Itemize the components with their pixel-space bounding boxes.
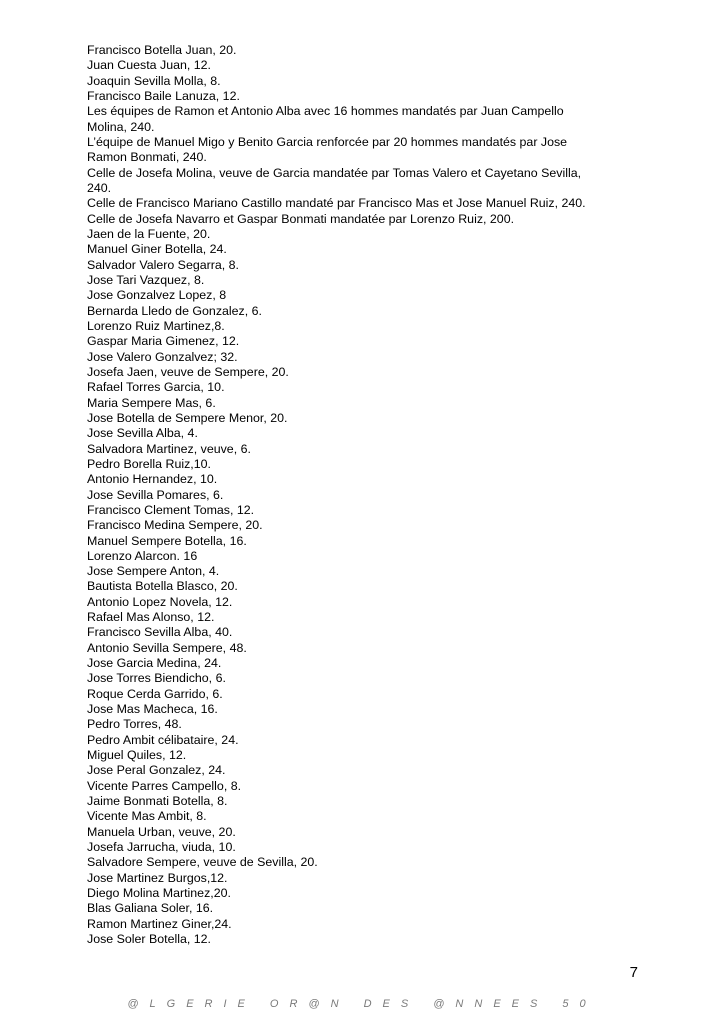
text-line: Roque Cerda Garrido, 6. xyxy=(87,686,223,701)
text-line: Celle de Josefa Navarro et Gaspar Bonmati mandatée par Lorenzo Ruiz, 200. xyxy=(87,211,515,226)
text-line: Jose Torres Biendicho, 6. xyxy=(87,671,226,686)
text-line: Jose Martinez Burgos,12. xyxy=(87,870,228,885)
document-body xyxy=(87,43,647,947)
text-line: Pedro Torres, 48. xyxy=(87,717,182,732)
text-line: Rafael Mas Alonso, 12. xyxy=(87,610,215,625)
text-line: Jose Valero Gonzalvez; 32. xyxy=(87,349,238,364)
text-line: Ramon Martinez Giner,24. xyxy=(87,916,232,931)
text-line: Lorenzo Alarcon. 16 xyxy=(87,548,198,563)
text-line: Celle de Francisco Mariano Castillo mandaté par Francisco Mas et Jose Manuel Ruiz, 240. xyxy=(87,196,586,211)
text-line: Jose Garcia Medina, 24. xyxy=(87,656,222,671)
page-footer: @LGERIE OR@N DES @NNEES 50 xyxy=(127,998,597,1010)
text-line: Jose Sevilla Alba, 4. xyxy=(87,426,198,441)
text-line: Joaquin Sevilla Molla, 8. xyxy=(87,73,221,88)
text-line: Ramon Bonmati, 240. xyxy=(87,150,207,165)
text-line: Pedro Ambit célibataire, 24. xyxy=(87,732,239,747)
text-line: Josefa Jarrucha, viuda, 10. xyxy=(87,840,236,855)
text-line: Pedro Borella Ruiz,10. xyxy=(87,456,211,471)
text-line: Francisco Botella Juan, 20. xyxy=(87,43,237,57)
text-line: Jose Sevilla Pomares, 6. xyxy=(87,487,224,502)
text-line: Salvadora Martinez, veuve, 6. xyxy=(87,441,251,456)
text-line: Gaspar Maria Gimenez, 12. xyxy=(87,334,240,349)
text-line: Blas Galiana Soler, 16. xyxy=(87,901,214,916)
text-line: Antonio Lopez Novela, 12. xyxy=(87,594,233,609)
text-line: Manuela Urban, veuve, 20. xyxy=(87,824,236,839)
text-line: Manuel Giner Botella, 24. xyxy=(87,242,227,257)
text-line: Jaen de la Fuente, 20. xyxy=(87,226,211,241)
text-line: Jose Sempere Anton, 4. xyxy=(87,564,220,579)
text-line: 240. xyxy=(87,180,112,195)
text-line: Francisco Clement Tomas, 12. xyxy=(87,502,255,517)
text-line: Celle de Josefa Molina, veuve de Garcia mandatée par Tomas Valero et Cayetano Sevilla, xyxy=(87,165,582,180)
text-line: Les équipes de Ramon et Antonio Alba avec 16 hommes mandatés par Juan Campello xyxy=(87,104,564,119)
text-line: Maria Sempere Mas, 6. xyxy=(87,395,216,410)
text-line: Jose Mas Macheca, 16. xyxy=(87,702,218,717)
text-line: Francisco Medina Sempere, 20. xyxy=(87,518,263,533)
text-line: Miguel Quiles, 12. xyxy=(87,748,187,763)
text-line: Vicente Parres Campello, 8. xyxy=(87,778,242,793)
text-line: Jose Tari Vazquez, 8. xyxy=(87,272,205,287)
text-line: Jose Botella de Sempere Menor, 20. xyxy=(87,410,288,425)
text-line: Diego Molina Martinez,20. xyxy=(87,886,231,901)
text-line: Vicente Mas Ambit, 8. xyxy=(87,809,207,824)
text-line: Jose Soler Botella, 12. xyxy=(87,932,211,947)
text-line: Juan Cuesta Juan, 12. xyxy=(87,58,211,73)
text-line: Antonio Sevilla Sempere, 48. xyxy=(87,640,247,655)
text-line: Manuel Sempere Botella, 16. xyxy=(87,533,247,548)
text-line: Josefa Jaen, veuve de Sempere, 20. xyxy=(87,364,289,379)
text-line: Jose Peral Gonzalez, 24. xyxy=(87,763,226,778)
text-line: Bernarda Lledo de Gonzalez, 6. xyxy=(87,303,262,318)
text-line: Lorenzo Ruiz Martinez,8. xyxy=(87,318,225,333)
text-line: L’équipe de Manuel Migo y Benito Garcia renforcée par 20 hommes mandatés par Jose xyxy=(87,134,568,149)
text-line: Antonio Hernandez, 10. xyxy=(87,472,218,487)
text-line: Bautista Botella Blasco, 20. xyxy=(87,579,238,594)
text-line: Francisco Baile Lanuza, 12. xyxy=(87,88,240,103)
text-line: Molina, 240. xyxy=(87,119,155,134)
page-number: 7 xyxy=(629,964,638,981)
text-line: Jose Gonzalvez Lopez, 8 xyxy=(87,288,227,303)
text-line: Francisco Sevilla Alba, 40. xyxy=(87,625,233,640)
text-line: Jaime Bonmati Botella, 8. xyxy=(87,794,228,809)
text-line: Salvador Valero Segarra, 8. xyxy=(87,257,239,272)
text-line: Rafael Torres Garcia, 10. xyxy=(87,380,225,395)
text-line: Salvadore Sempere, veuve de Sevilla, 20. xyxy=(87,855,318,870)
